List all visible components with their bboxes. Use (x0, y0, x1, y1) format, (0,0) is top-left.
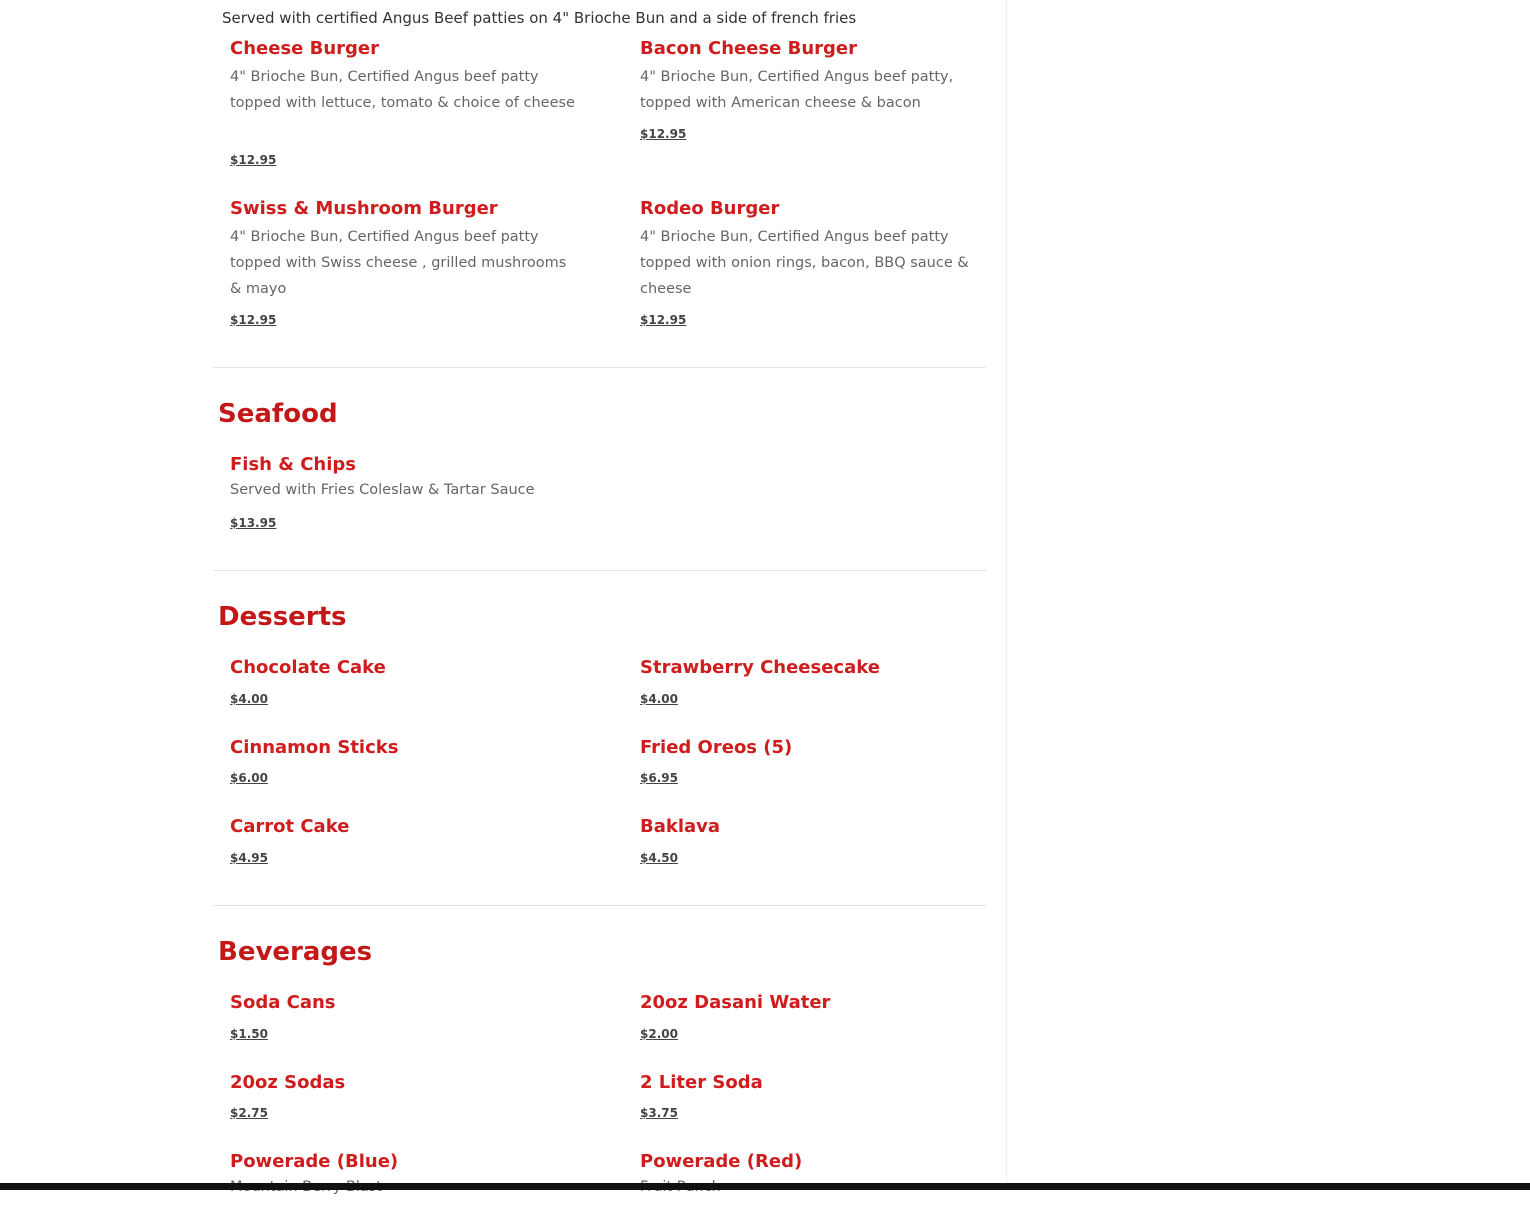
item-name: Cheese Burger (230, 38, 380, 59)
item-name: Fish & Chips (230, 454, 357, 475)
item-name: Powerade (Red) (640, 1151, 803, 1172)
section-title-desserts: Desserts (218, 602, 347, 632)
item-price-link[interactable]: $4.00 (230, 692, 268, 706)
item-price-link[interactable]: $13.95 (230, 516, 277, 530)
item-name: Fried Oreos (5) (640, 737, 793, 758)
section-title-seafood: Seafood (218, 399, 338, 429)
item-price-link[interactable]: $6.95 (640, 771, 678, 785)
item-description: 4" Brioche Bun, Certified Angus beef patty topped with lettuce, tomato & choice of cheese (230, 69, 575, 111)
item-name: Swiss & Mushroom Burger (230, 198, 498, 219)
item-name: 2 Liter Soda (640, 1072, 763, 1093)
menu-item (230, 1150, 575, 1210)
menu-item (640, 656, 985, 716)
section-title-beverages: Beverages (218, 937, 373, 967)
menu-item (640, 815, 985, 875)
item-description: 4" Brioche Bun, Certified Angus beef patty topped with onion rings, bacon, BBQ sauce & cheese (640, 229, 969, 297)
menu-item (230, 736, 575, 796)
item-name: Bacon Cheese Burger (640, 38, 857, 59)
item-name: 20oz Sodas (230, 1072, 346, 1093)
menu-item (640, 1071, 985, 1131)
item-name: Strawberry Cheesecake (640, 657, 880, 678)
menu-item (230, 656, 575, 716)
item-price-link[interactable]: $12.95 (230, 153, 277, 167)
menu-item (230, 453, 630, 539)
item-name: Powerade (Blue) (230, 1151, 399, 1172)
item-price-link[interactable]: $4.95 (230, 851, 268, 865)
item-price-link[interactable]: $1.50 (230, 1027, 268, 1041)
bottom-bar (0, 1183, 1530, 1190)
item-name: Baklava (640, 816, 721, 837)
section-divider (213, 570, 986, 571)
item-price-link[interactable]: $4.00 (640, 692, 678, 706)
menu-item (640, 197, 985, 335)
item-price-link[interactable]: $12.95 (640, 313, 687, 327)
item-description: 4" Brioche Bun, Certified Angus beef patty topped with Swiss cheese , grilled mushrooms & mayo (230, 229, 567, 297)
menu-item (230, 37, 575, 175)
item-name: Chocolate Cake (230, 657, 386, 678)
item-name: Soda Cans (230, 992, 336, 1013)
item-name: 20oz Dasani Water (640, 992, 831, 1013)
item-description: Served with Fries Coleslaw & Tartar Sauce (230, 482, 535, 498)
sidebar-divider (1006, 0, 1007, 1190)
menu-item (640, 1150, 985, 1210)
item-price-link[interactable]: $2.00 (640, 1027, 678, 1041)
item-price-link[interactable]: $4.50 (640, 851, 678, 865)
item-price-link[interactable]: $12.95 (230, 313, 277, 327)
item-price-link[interactable]: $2.75 (230, 1106, 268, 1120)
menu-item (640, 736, 985, 796)
item-name: Cinnamon Sticks (230, 737, 399, 758)
item-description: 4" Brioche Bun, Certified Angus beef patty, topped with American cheese & bacon (640, 69, 954, 111)
item-name: Rodeo Burger (640, 198, 780, 219)
item-price-link[interactable]: $6.00 (230, 771, 268, 785)
menu-item (230, 197, 575, 335)
menu-item (230, 991, 575, 1051)
item-name: Carrot Cake (230, 816, 350, 837)
item-price-link[interactable]: $3.75 (640, 1106, 678, 1120)
menu-item (230, 815, 575, 875)
menu-item (230, 1071, 575, 1131)
section-divider (213, 367, 986, 368)
menu-item (640, 991, 985, 1051)
menu-item (640, 37, 985, 149)
section-divider (213, 905, 986, 906)
burgers-intro: Served with certified Angus Beef patties on 4" Brioche Bun and a side of french fries (222, 9, 857, 27)
item-price-link[interactable]: $12.95 (640, 127, 687, 141)
